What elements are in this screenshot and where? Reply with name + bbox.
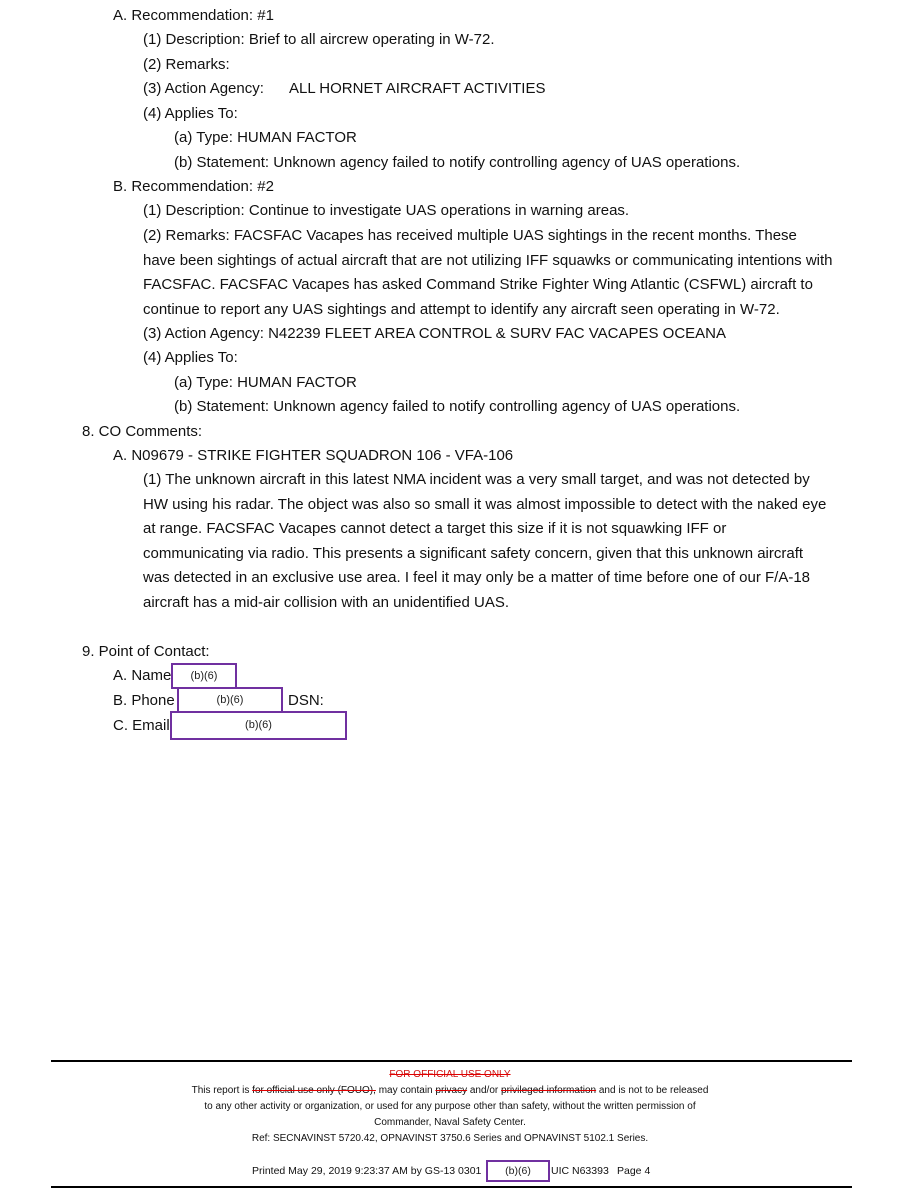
poc-heading: 9. Point of Contact:	[82, 643, 210, 660]
co-comment-line: aircraft has a mid-air collision with an unidentified UAS.	[143, 593, 509, 611]
rec-b-remarks-line: have been sightings of actual aircraft that are not utilizing IFF squawks or communicating intentions with	[143, 251, 833, 269]
footer-fouo	[60, 1067, 840, 1083]
rec-a-statement: (b) Statement: Unknown agency failed to notify controlling agency of UAS operations.	[174, 154, 741, 171]
co-heading: 8. CO Comments:	[82, 423, 203, 440]
redaction-box-email: (b)(6)	[170, 711, 347, 740]
footer-page-number: Page 4	[617, 1165, 651, 1177]
footer-text: This report is	[191, 1085, 253, 1096]
rec-b-remarks-line: FACSFAC. FACSFAC Vacapes has asked Command Strike Fighter Wing Atlantic (CSFWL) aircraft to	[143, 276, 813, 294]
footer-line-1	[60, 1083, 840, 1099]
footer-line-3: Commander, Naval Safety Center.	[374, 1117, 526, 1128]
co-sub: A. N09679 - STRIKE FIGHTER SQUADRON 106 - VFA-106	[113, 447, 514, 464]
rec-a-action-value: ALL HORNET AIRCRAFT ACTIVITIES	[289, 80, 546, 97]
redaction-box-name: (b)(6)	[171, 663, 237, 689]
footer-struck-text: for official use only (FOUO),	[252, 1085, 376, 1096]
rec-b-remarks-line: (2) Remarks: FACSFAC Vacapes has received multiple UAS sightings in the recent months. These	[143, 227, 797, 244]
footer-line-2: to any other activity or organization, or used for any purpose other than safety, without the written permission of	[204, 1101, 696, 1112]
co-comment-line: communicating via radio. This presents a significant safety concern, given that this unknown aircraft	[143, 544, 804, 562]
rec-b-action: (3) Action Agency: N42239 FLEET AREA CONTROL & SURV FAC VACAPES OCEANA	[143, 325, 727, 342]
footer-uic: UIC N63393	[551, 1165, 609, 1177]
poc-email-label: C. Email	[113, 717, 170, 734]
footer-text: and is not to be released	[596, 1085, 709, 1096]
redaction-box-phone: (b)(6)	[177, 687, 283, 714]
rec-a-applies: (4) Applies To:	[143, 105, 238, 122]
footer-struck-text: privileged information	[501, 1085, 597, 1096]
footer-bottom-rule	[51, 1186, 852, 1188]
footer-text: may contain	[375, 1085, 436, 1096]
footer-line-4: Ref: SECNAVINST 5720.42, OPNAVINST 3750.6 Series and OPNAVINST 5102.1 Series.	[251, 1133, 649, 1144]
co-comments	[143, 468, 826, 616]
rec-b-heading: B. Recommendation: #2	[113, 178, 274, 195]
rec-a-remarks: (2) Remarks:	[143, 56, 230, 73]
rec-a-heading: A. Recommendation: #1	[113, 7, 274, 24]
co-comment-line: HW using his radar. The object was also so small it was almost impossible to detect with the naked eye	[143, 495, 827, 513]
footer-struck-text: privacy	[435, 1085, 468, 1096]
poc-dsn-label: DSN:	[288, 692, 324, 709]
poc-name-label: A. Name	[113, 667, 172, 684]
rec-b-statement: (b) Statement: Unknown agency failed to notify controlling agency of UAS operations.	[174, 398, 741, 415]
rec-b-remarks-line: continue to report any UAS sightings and attempt to identify any aircraft seen operating in W-72.	[143, 300, 780, 318]
co-comment-line: was detected in an exclusive use area. I feel it may only be a matter of time before one of our F/A-18	[143, 569, 811, 587]
rec-a-description: (1) Description: Brief to all aircrew operating in W-72.	[143, 31, 495, 48]
rec-b-description: (1) Description: Continue to investigate UAS operations in warning areas.	[143, 202, 630, 219]
rec-a-action-label: (3) Action Agency:	[143, 80, 264, 97]
co-comment-line: (1) The unknown aircraft in this latest NMA incident was a very small target, and was not detected by	[143, 471, 810, 488]
redaction-box-footer: (b)(6)	[486, 1160, 550, 1182]
footer-top-rule	[51, 1060, 852, 1062]
rec-b-type: (a) Type: HUMAN FACTOR	[174, 374, 357, 391]
footer-text: and/or	[467, 1085, 502, 1096]
co-comment-line: at range. FACSFAC Vacapes cannot detect a target this size if it is not squawking IFF or	[143, 520, 727, 538]
fouo-struck-text: FOR OFFICIAL USE ONLY	[389, 1069, 511, 1080]
poc-phone-label: B. Phone	[113, 692, 175, 709]
rec-b-applies: (4) Applies To:	[143, 349, 238, 366]
footer-printed: Printed May 29, 2019 9:23:37 AM by GS-13 0301	[252, 1165, 482, 1177]
rec-b-remarks	[143, 224, 833, 322]
rec-a-type: (a) Type: HUMAN FACTOR	[174, 129, 357, 146]
